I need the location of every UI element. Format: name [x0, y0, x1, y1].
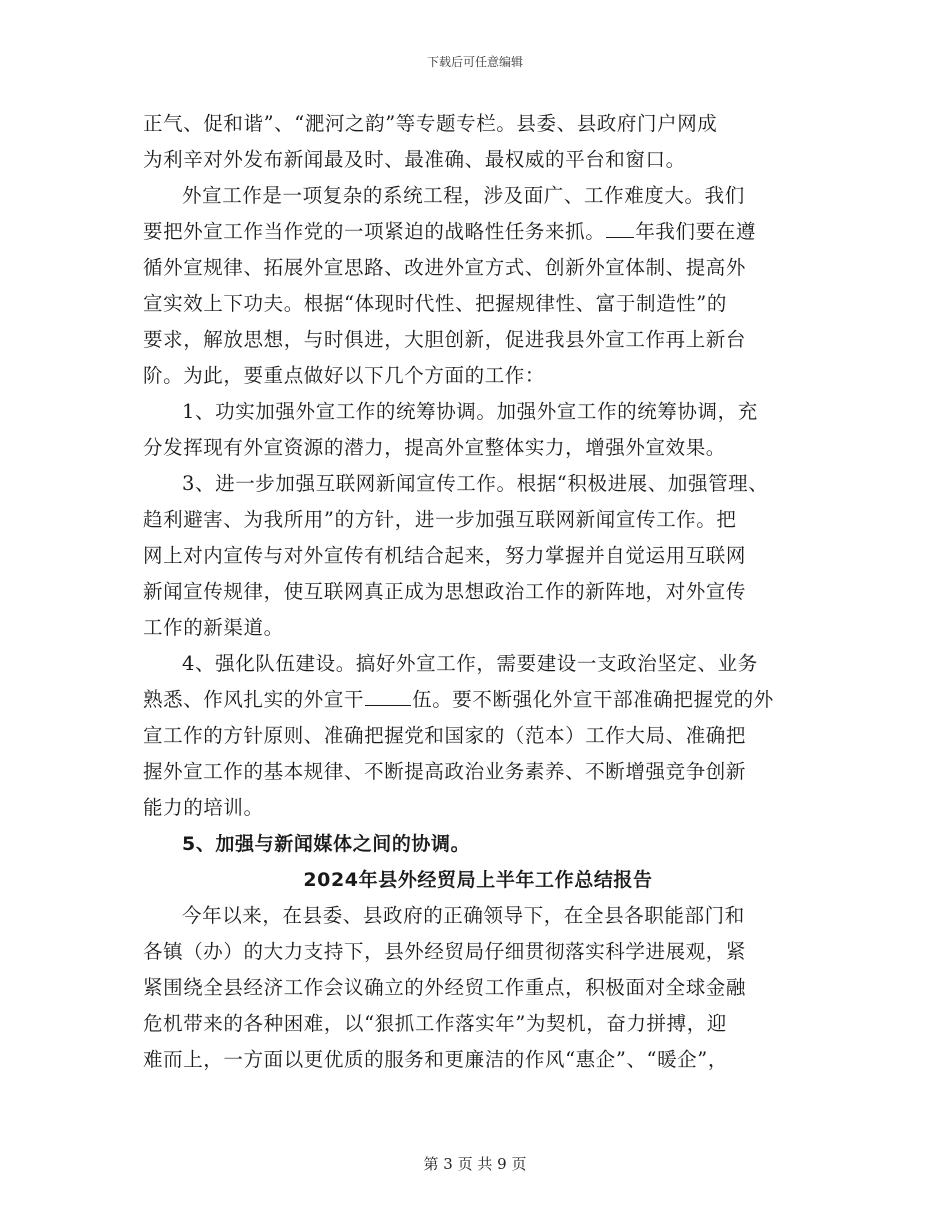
text-line: 紧围绕全县经济工作会议确立的外经贸工作重点，积极面对全球金融: [143, 976, 747, 999]
text-segment: 熟悉、作风扎实的外宣干: [143, 688, 365, 711]
text-line: 工作的新渠道。: [143, 616, 284, 639]
text-line: 网上对内宣传与对外宣传有机结合起来，努力掌握并自觉运用互联网: [143, 544, 747, 567]
paragraph-start: 今年以来，在县委、县政府的正确领导下，在全县各职能部门和: [182, 904, 745, 927]
text-line: 能力的培训。: [143, 796, 264, 819]
text-line: 难而上，一方面以更优质的服务和更廉洁的作风“惠企”、“暖企”，: [143, 1048, 728, 1071]
text-segment: 要把外宣工作当作党的一项紧迫的战略性任务来抓。: [143, 220, 606, 243]
text-line: 新闻宣传规律，使互联网真正成为思想政治工作的新阵地，对外宣传: [143, 580, 747, 603]
text-line: [143, 214, 813, 250]
text-line: 要求，解放思想，与时俱进，大胆创新，促进我县外宣工作再上新台: [143, 328, 747, 351]
report-title: 2024年县外经贸局上半年工作总结报告: [303, 869, 653, 891]
text-line: 循外宣规律、拓展外宣思路、改进外宣方式、创新外宣体制、提高外: [143, 256, 747, 279]
paragraph-start: 4、强化队伍建设。搞好外宣工作，需要建设一支政治坚定、业务: [182, 652, 758, 675]
header-note: 下载后可任意编辑: [426, 55, 523, 69]
text-segment: 伍。要不断强化外宣干部准确把握党的外: [412, 688, 774, 711]
document-body: [143, 106, 813, 1078]
paragraph-start: 外宣工作是一项复杂的系统工程，涉及面广、工作难度大。我们: [182, 184, 745, 207]
fill-blank: [606, 217, 634, 238]
text-line: [143, 682, 813, 718]
text-line: 宣实效上下功夫。根据“体现时代性、把握规律性、富于制造性”的: [143, 292, 727, 315]
text-line: 正气、促和谐”、“淝河之韵”等专题专栏。县委、县政府门户网成: [143, 112, 718, 135]
text-line: 为利辛对外发布新闻最及时、最准确、最权威的平台和窗口。: [143, 148, 686, 171]
text-line: 危机带来的各种困难，以“狠抓工作落实年”为契机，奋力拼搏，迎: [143, 1012, 727, 1035]
text-line: 分发挥现有外宣资源的潜力，提高外宣整体实力，增强外宣效果。: [143, 436, 726, 459]
paragraph-start: 3、进一步加强互联网新闻宣传工作。根据“积极进展、加强管理、: [182, 472, 769, 495]
text-line: 各镇（办）的大力支持下，县外经贸局仔细贯彻落实科学进展观，紧: [143, 940, 747, 963]
section-heading: 5、加强与新闻媒体之间的协调。: [182, 833, 471, 855]
fill-blank: [365, 685, 411, 706]
text-segment: 年我们要在遵: [635, 220, 756, 243]
paragraph-start: 1、功实加强外宣工作的统筹协调。加强外宣工作的统筹协调，充: [182, 400, 758, 423]
text-line: 趋利避害、为我所用”的方针，进一步加强互联网新闻宣传工作。把: [143, 508, 737, 531]
page-number: 第 3 页 共 9 页: [423, 1155, 527, 1173]
text-line: 握外宣工作的基本规律、不断提高政治业务素养、不断增强竞争创新: [143, 760, 747, 783]
text-line: 宣工作的方针原则、准确把握党和国家的（范本）工作大局、准确把: [143, 724, 747, 747]
text-line: 阶。为此，要重点做好以下几个方面的工作：: [143, 364, 546, 387]
